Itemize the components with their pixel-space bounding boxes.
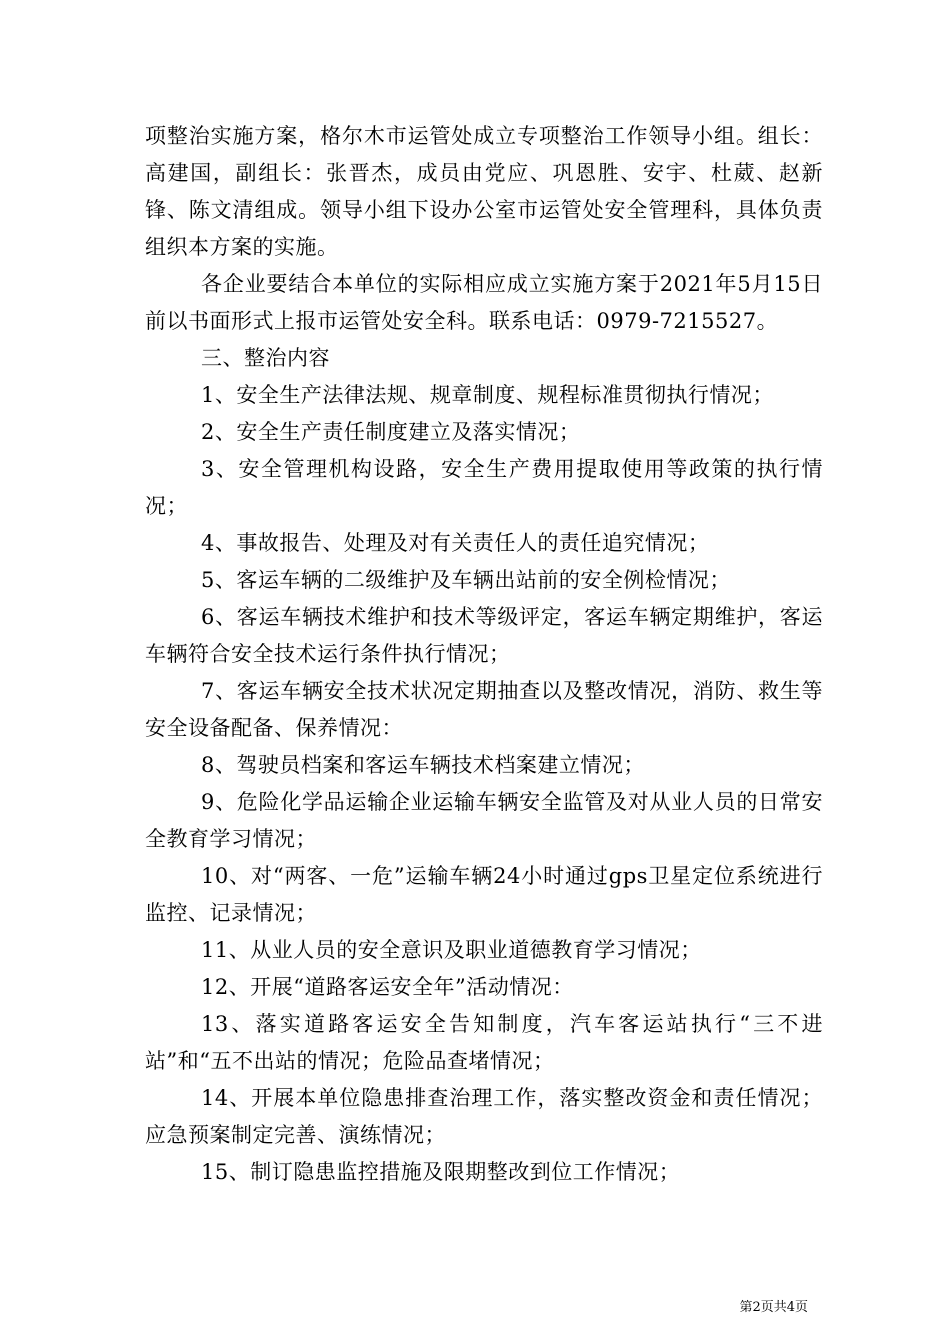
list-item: 6、客运车辆技术维护和技术等级评定，客运车辆定期维护，客运车辆符合安全技术运行条件执行情况； — [145, 605, 823, 666]
list-item: 5、客运车辆的二级维护及车辆出站前的安全例检情况； — [201, 568, 731, 592]
list-item: 15、制订隐患监控措施及限期整改到位工作情况； — [201, 1160, 681, 1184]
list-item: 10、对“两客、一危”运输车辆24小时通过gps卫星定位系统进行监控、记录情况； — [145, 864, 823, 925]
list-item: 13、落实道路客运安全告知制度，汽车客运站执行“三不进站”和“五不出站的情况；危险品查堵情况； — [145, 1012, 823, 1073]
paragraph-deadline: 各企业要结合本单位的实际相应成立实施方案于2021年5月15日前以书面形式上报市运管处安全科。联系电话：0979-7215527。 — [145, 272, 823, 333]
list-item: 12、开展“道路客运安全年”活动情况： — [201, 975, 574, 999]
list-item: 11、从业人员的安全意识及职业道德教育学习情况； — [201, 938, 702, 962]
section-heading: 三、整治内容 — [201, 346, 330, 370]
list-item: 3、安全管理机构设路，安全生产费用提取使用等政策的执行情况； — [145, 457, 823, 518]
document-body — [145, 118, 823, 1191]
list-item: 4、事故报告、处理及对有关责任人的责任追究情况； — [201, 531, 710, 555]
list-item: 7、客运车辆安全技术状况定期抽查以及整改情况，消防、救生等安全设备配备、保养情况： — [145, 679, 823, 740]
paragraph-leading-group: 项整治实施方案，格尔木市运管处成立专项整治工作领导小组。组长：高建国，副组长：张晋杰，成员由党应、巩恩胜、安宇、杜葳、赵新锋、陈文清组成。领导小组下设办公室市运管处安全管理科，具体负责组织本方案的实施。 — [145, 124, 823, 259]
list-item: 2、安全生产责任制度建立及落实情况； — [201, 420, 581, 444]
list-item: 1、安全生产法律法规、规章制度、规程标准贯彻执行情况； — [201, 383, 774, 407]
list-item: 14、开展本单位隐患排查治理工作，落实整改资金和责任情况；应急预案制定完善、演练情况； — [145, 1086, 823, 1147]
page-number: 第2页共4页 — [739, 1300, 808, 1315]
list-item: 9、危险化学品运输企业运输车辆安全监管及对从业人员的日常安全教育学习情况； — [145, 790, 823, 851]
list-item: 8、驾驶员档案和客运车辆技术档案建立情况； — [201, 753, 645, 777]
